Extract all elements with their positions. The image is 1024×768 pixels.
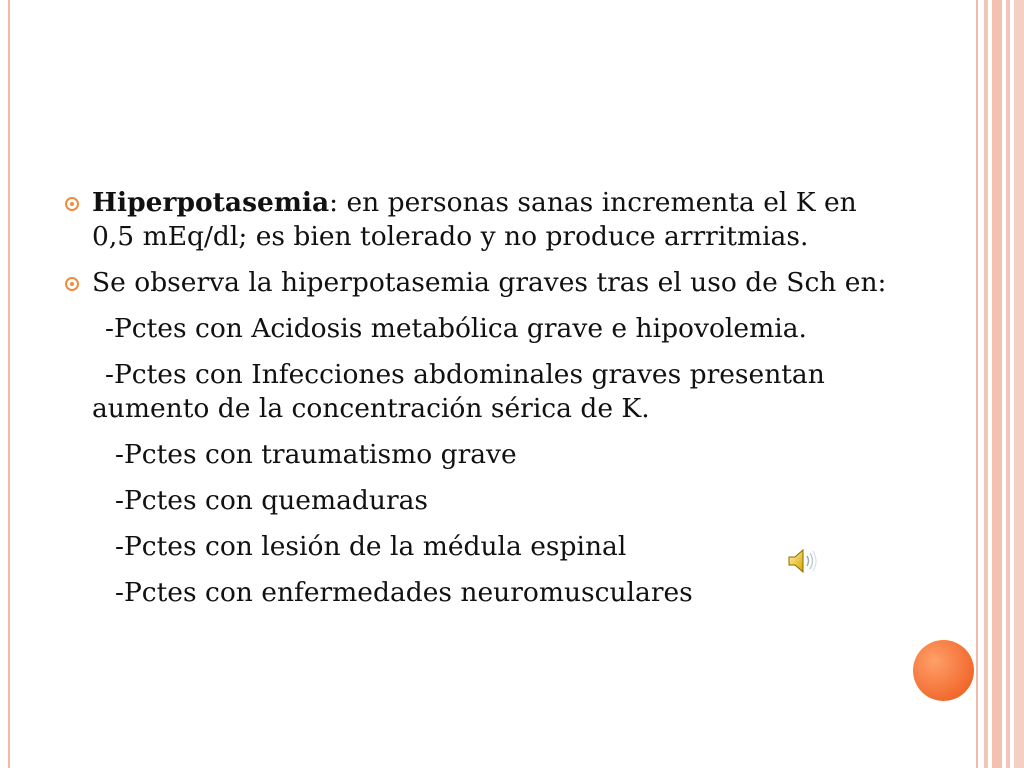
slide-content xyxy=(60,186,890,622)
sub-line-traumatismo: -Pctes con traumatismo grave xyxy=(115,439,517,470)
bullet-text: Se observa la hiperpotasemia graves tras el uso de Sch en: xyxy=(92,267,887,298)
circle-bullet-icon xyxy=(65,277,79,291)
circle-bullet-icon xyxy=(65,197,79,211)
sub-line-acidosis: -Pctes con Acidosis metabólica grave e hipovolemia. xyxy=(105,313,807,344)
bullet-text: : en personas sanas incrementa el K en 0,5 mEq/dl; es bien tolerado y no produce arrritmias. xyxy=(92,187,857,252)
right-border-stripes xyxy=(976,0,1024,768)
sub-line-medula: -Pctes con lesión de la médula espinal xyxy=(115,531,627,562)
bullet-item-2 xyxy=(60,266,890,300)
left-border-line xyxy=(8,0,10,768)
bullet-item-1 xyxy=(60,186,890,254)
sub-line-neuromusculares: -Pctes con enfermedades neuromusculares xyxy=(115,577,693,608)
bullet-bold-term: Hiperpotasemia xyxy=(92,187,330,218)
sub-line-infecciones: -Pctes con Infecciones abdominales graves presentan aumento de la concentración sérica de K. xyxy=(92,359,825,424)
speaker-icon[interactable] xyxy=(786,545,818,577)
orange-circle-decoration xyxy=(913,640,974,701)
sub-line-quemaduras: -Pctes con quemaduras xyxy=(115,485,429,516)
